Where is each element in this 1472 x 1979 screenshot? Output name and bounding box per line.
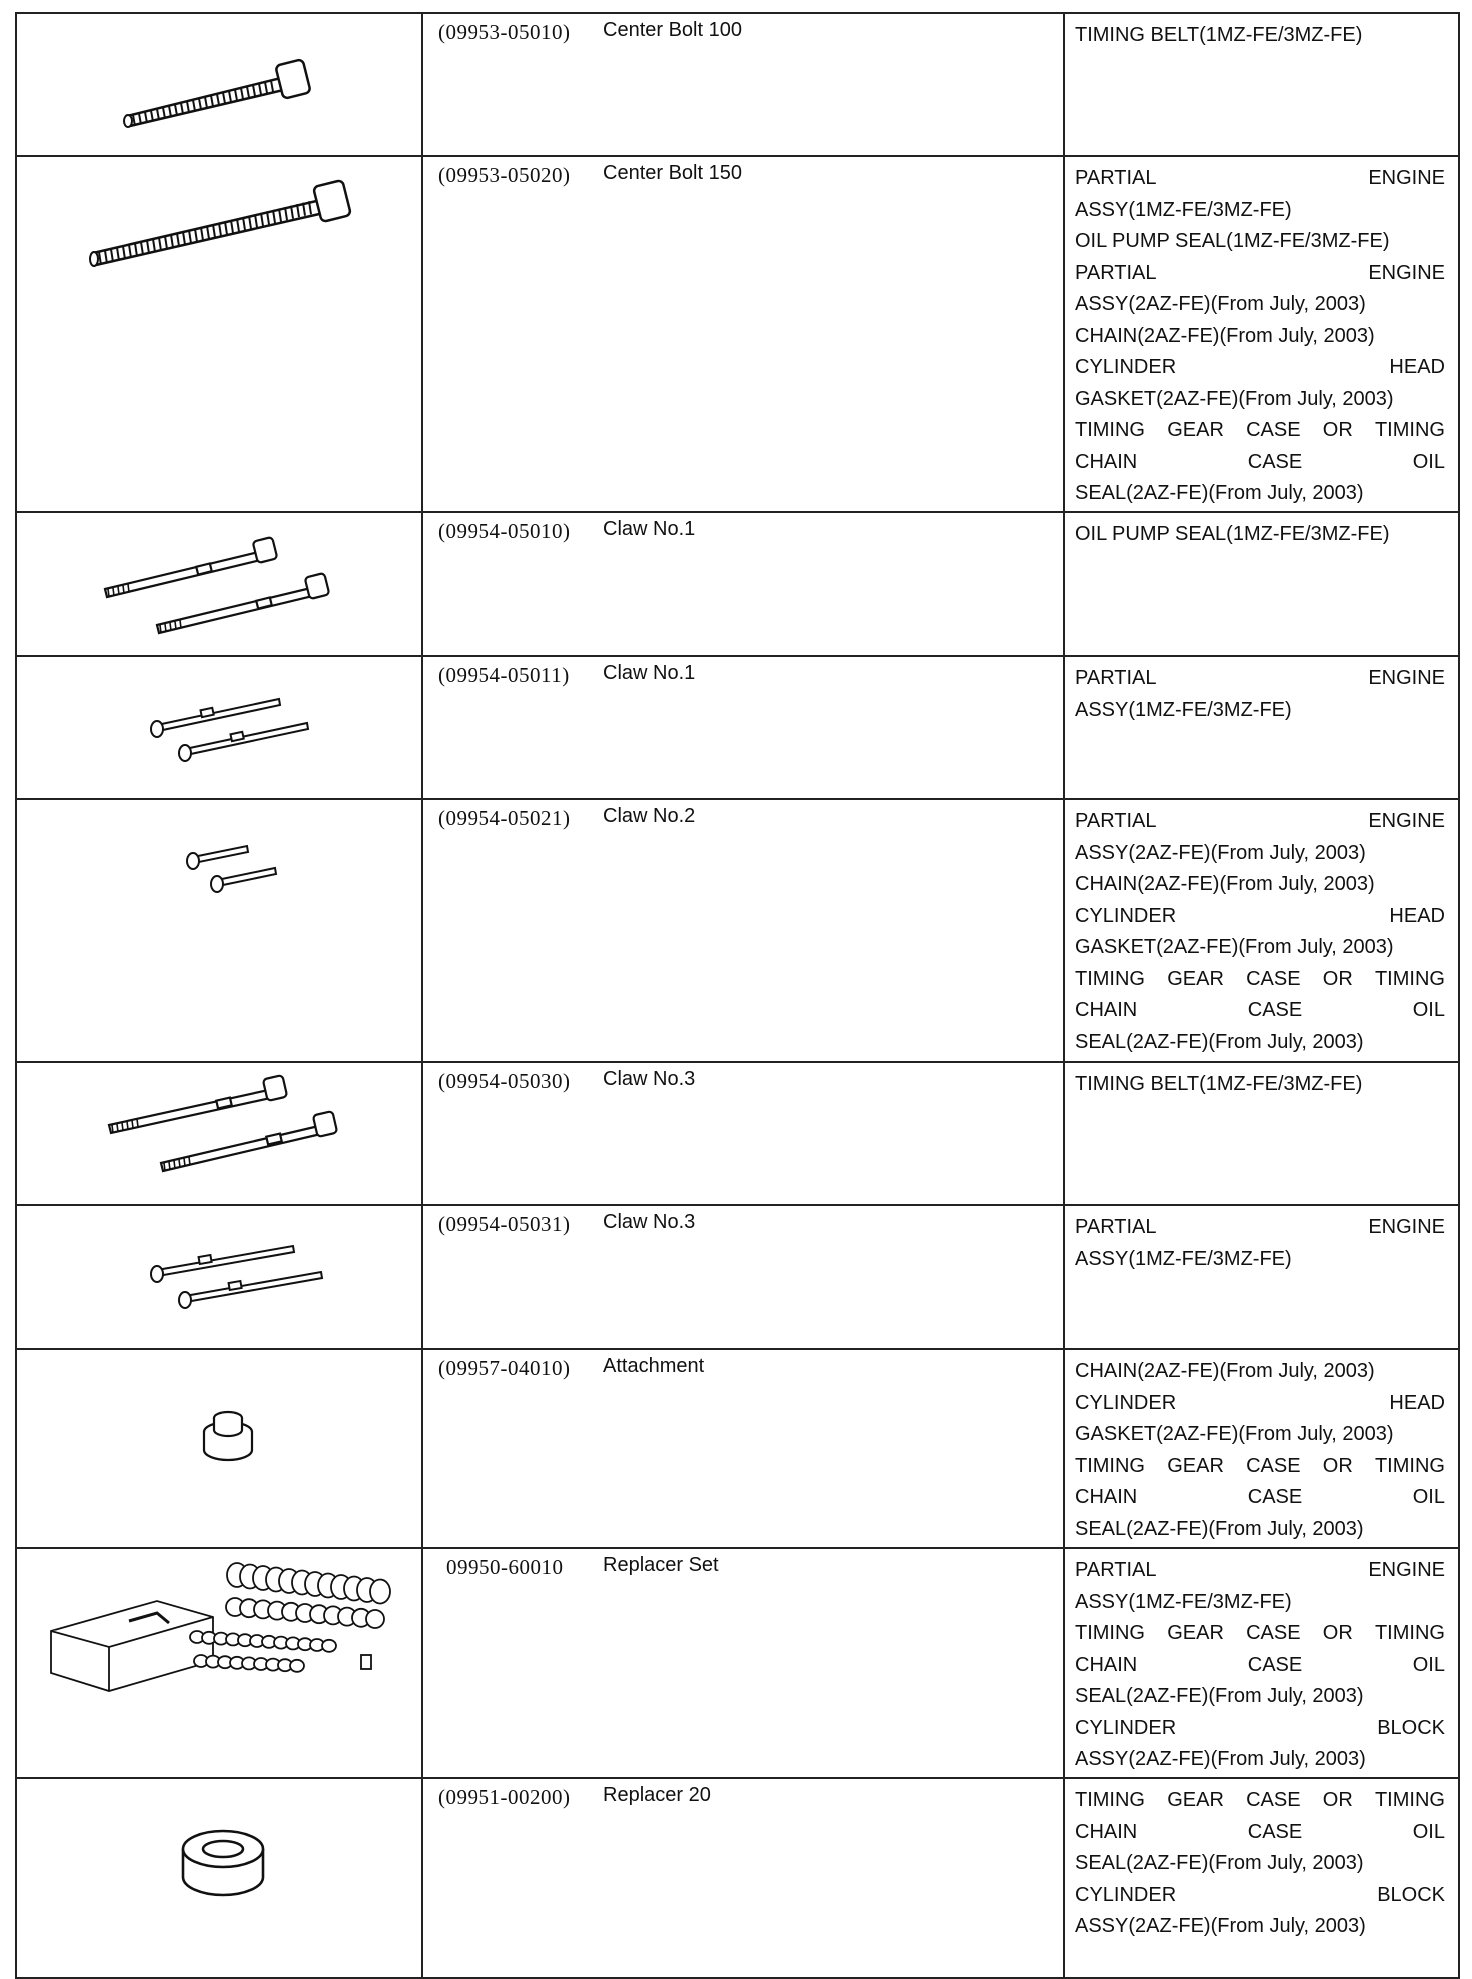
application-word: GEAR <box>1167 419 1224 441</box>
tool-description-cell <box>422 512 1064 656</box>
application-word: TIMING <box>1075 1789 1145 1811</box>
application-line <box>1075 1027 1445 1059</box>
application-word: CASE <box>1247 450 1303 473</box>
application-line <box>1075 1587 1445 1619</box>
tool-illustration-cell <box>16 1778 422 1978</box>
application-word: OR <box>1322 419 1353 441</box>
application-line <box>1075 519 1445 551</box>
application-word: SEAL(2AZ-FE)(From July, 2003) <box>1075 1517 1364 1540</box>
tool-name: Replacer Set <box>603 1554 719 1576</box>
application-cell <box>1064 1778 1459 1978</box>
application-word: CYLINDER <box>1075 1883 1177 1906</box>
application-line <box>1075 1650 1445 1682</box>
application-line <box>1075 1212 1445 1244</box>
application-word: CASE <box>1246 419 1301 441</box>
application-word: GEAR <box>1167 1454 1224 1477</box>
application-word: CYLINDER <box>1075 1716 1177 1739</box>
application-word: CASE <box>1246 967 1301 990</box>
claw-no2-illustration <box>17 800 421 1061</box>
tool-name: Claw No.3 <box>603 1211 696 1233</box>
application-word: BLOCK <box>1377 1716 1445 1739</box>
application-line <box>1075 1419 1445 1451</box>
application-word: PARTIAL <box>1075 261 1157 284</box>
application-word: CYLINDER <box>1075 1391 1177 1414</box>
application-word: OIL PUMP SEAL(1MZ-FE/3MZ-FE) <box>1075 230 1390 252</box>
tool-illustration-cell <box>16 1205 422 1349</box>
application-word: SEAL(2AZ-FE)(From July, 2003) <box>1075 1852 1364 1874</box>
part-number: (09954-05021) <box>438 806 571 830</box>
claw-no3-thin-illustration <box>17 1206 421 1348</box>
application-word: ENGINE <box>1368 1216 1445 1238</box>
replacer-set-illustration <box>17 1549 421 1777</box>
table-row <box>16 512 1459 656</box>
application-word: TIMING <box>1374 967 1445 990</box>
application-word: OIL PUMP SEAL(1MZ-FE/3MZ-FE) <box>1075 523 1390 545</box>
application-line <box>1075 1356 1445 1388</box>
application-word: ENGINE <box>1368 261 1445 284</box>
application-word: CASE <box>1247 1820 1303 1843</box>
tool-name: Claw No.1 <box>603 662 696 684</box>
table-row <box>16 13 1459 156</box>
application-line <box>1075 289 1445 321</box>
application-cell <box>1064 1205 1459 1349</box>
claw-no3-illustration <box>17 1063 421 1204</box>
application-word: CHAIN <box>1075 450 1138 473</box>
application-line <box>1075 447 1445 479</box>
tool-name: Center Bolt 100 <box>603 19 742 41</box>
tool-illustration-cell <box>16 1349 422 1548</box>
tool-name: Claw No.3 <box>603 1068 696 1090</box>
application-word: CASE <box>1246 1622 1301 1644</box>
application-word: OIL <box>1412 1486 1445 1508</box>
tool-description-cell <box>422 156 1064 512</box>
application-line <box>1075 932 1445 964</box>
application-line <box>1075 321 1445 353</box>
application-word: GASKET(2AZ-FE)(From July, 2003) <box>1075 1423 1394 1445</box>
application-line <box>1075 1618 1445 1650</box>
application-word: CASE <box>1247 999 1303 1021</box>
application-word: GASKET(2AZ-FE)(From July, 2003) <box>1075 387 1394 410</box>
application-cell <box>1064 1062 1459 1205</box>
application-word: OIL <box>1412 450 1445 473</box>
tool-description-cell <box>422 799 1064 1062</box>
application-line <box>1075 384 1445 416</box>
tool-description-cell <box>422 1205 1064 1349</box>
application-word: SEAL(2AZ-FE)(From July, 2003) <box>1075 482 1364 504</box>
application-line <box>1075 163 1445 195</box>
part-number: (09954-05030) <box>438 1069 571 1093</box>
application-word: TIMING <box>1374 419 1445 441</box>
tool-name: Claw No.2 <box>603 805 696 827</box>
application-word: OIL <box>1412 1820 1445 1843</box>
application-word: ASSY(1MZ-FE/3MZ-FE) <box>1075 698 1292 721</box>
application-word: CASE <box>1246 1789 1301 1811</box>
part-number: (09951-00200) <box>438 1785 571 1809</box>
tool-illustration-cell <box>16 156 422 512</box>
part-number: (09953-05010) <box>438 20 571 44</box>
part-number: (09957-04010) <box>438 1356 571 1380</box>
application-word: TIMING <box>1075 419 1145 441</box>
center-bolt-150-illustration <box>17 157 421 511</box>
application-line <box>1075 478 1445 510</box>
application-word: CHAIN(2AZ-FE)(From July, 2003) <box>1075 1360 1375 1382</box>
application-word: OR <box>1322 1789 1353 1811</box>
part-number: (09954-05010) <box>438 519 571 543</box>
tool-name: Center Bolt 150 <box>603 162 742 184</box>
application-word: PARTIAL <box>1075 167 1157 189</box>
application-word: ASSY(2AZ-FE)(From July, 2003) <box>1075 841 1366 864</box>
application-word: TIMING <box>1075 1622 1145 1644</box>
application-line <box>1075 1451 1445 1483</box>
claw-no1-thin-illustration <box>17 657 421 798</box>
application-word: CHAIN <box>1075 1820 1138 1843</box>
application-line <box>1075 1785 1445 1817</box>
center-bolt-100-illustration <box>17 14 421 155</box>
application-line <box>1075 995 1445 1027</box>
tool-description-cell <box>422 1349 1064 1548</box>
application-word: ASSY(1MZ-FE/3MZ-FE) <box>1075 1590 1292 1613</box>
application-word: OIL <box>1412 999 1445 1021</box>
application-word: ASSY(2AZ-FE)(From July, 2003) <box>1075 1748 1366 1770</box>
application-word: GEAR <box>1167 1789 1224 1811</box>
application-cell <box>1064 656 1459 799</box>
application-word: SEAL(2AZ-FE)(From July, 2003) <box>1075 1030 1364 1053</box>
application-word: CASE <box>1246 1454 1301 1477</box>
application-word: ASSY(1MZ-FE/3MZ-FE) <box>1075 198 1292 221</box>
application-word: OIL <box>1412 1653 1445 1676</box>
application-line <box>1075 1482 1445 1514</box>
application-word: HEAD <box>1389 904 1445 927</box>
application-word: CHAIN <box>1075 999 1138 1021</box>
tool-illustration-cell <box>16 1548 422 1778</box>
application-word: BLOCK <box>1377 1883 1445 1906</box>
application-word: ENGINE <box>1368 810 1445 832</box>
application-word: ENGINE <box>1368 667 1445 689</box>
application-cell <box>1064 512 1459 656</box>
part-number: (09953-05020) <box>438 163 571 187</box>
application-line <box>1075 352 1445 384</box>
claw-no1-illustration <box>17 513 421 655</box>
application-line <box>1075 1880 1445 1912</box>
application-word: OR <box>1322 967 1353 990</box>
application-line <box>1075 195 1445 227</box>
application-word: CYLINDER <box>1075 904 1177 927</box>
table-row <box>16 656 1459 799</box>
application-line <box>1075 901 1445 933</box>
application-line <box>1075 695 1445 727</box>
application-line <box>1075 1244 1445 1276</box>
application-word: GEAR <box>1167 1622 1224 1644</box>
application-word: TIMING <box>1075 1454 1145 1477</box>
tool-name: Claw No.1 <box>603 518 696 540</box>
tool-name: Attachment <box>603 1355 705 1377</box>
application-word: ASSY(2AZ-FE)(From July, 2003) <box>1075 1915 1366 1937</box>
table-row <box>16 799 1459 1062</box>
application-word: CHAIN(2AZ-FE)(From July, 2003) <box>1075 324 1375 347</box>
application-line <box>1075 415 1445 447</box>
replacer-20-illustration <box>17 1779 421 1977</box>
application-line <box>1075 1681 1445 1713</box>
table-row <box>16 156 1459 512</box>
tool-name: Replacer 20 <box>603 1784 711 1806</box>
application-line <box>1075 20 1445 52</box>
application-cell <box>1064 1349 1459 1548</box>
application-line <box>1075 1555 1445 1587</box>
table-row <box>16 1205 1459 1349</box>
application-word: GEAR <box>1167 967 1224 990</box>
application-line <box>1075 1069 1445 1101</box>
application-cell <box>1064 1548 1459 1778</box>
application-cell <box>1064 799 1459 1062</box>
application-word: TIMING <box>1374 1454 1445 1477</box>
application-word: OR <box>1322 1454 1353 1477</box>
application-word: CHAIN(2AZ-FE)(From July, 2003) <box>1075 873 1375 895</box>
tool-illustration-cell <box>16 13 422 156</box>
application-word: PARTIAL <box>1075 810 1157 832</box>
application-word: PARTIAL <box>1075 1559 1157 1581</box>
application-word: CYLINDER <box>1075 356 1177 378</box>
application-line <box>1075 226 1445 258</box>
application-word: ASSY(2AZ-FE)(From July, 2003) <box>1075 293 1366 315</box>
sst-table <box>15 12 1460 1979</box>
application-line <box>1075 1911 1445 1943</box>
tool-description-cell <box>422 1062 1064 1205</box>
application-line <box>1075 1713 1445 1745</box>
table-row <box>16 1349 1459 1548</box>
application-line <box>1075 258 1445 290</box>
application-line <box>1075 964 1445 996</box>
part-number: (09954-05011) <box>438 663 570 687</box>
table-row <box>16 1062 1459 1205</box>
application-word: HEAD <box>1389 1391 1445 1414</box>
application-word: ENGINE <box>1368 1559 1445 1581</box>
application-line <box>1075 806 1445 838</box>
application-line <box>1075 838 1445 870</box>
application-word: OR <box>1322 1622 1353 1644</box>
tool-description-cell <box>422 656 1064 799</box>
application-word: TIMING <box>1374 1789 1445 1811</box>
application-line <box>1075 1388 1445 1420</box>
application-line <box>1075 869 1445 901</box>
application-word: PARTIAL <box>1075 667 1157 689</box>
application-word: CASE <box>1247 1653 1303 1676</box>
application-word: PARTIAL <box>1075 1216 1157 1238</box>
part-number: (09954-05031) <box>438 1212 571 1236</box>
application-word: TIMING <box>1374 1622 1445 1644</box>
application-word: GASKET(2AZ-FE)(From July, 2003) <box>1075 936 1394 958</box>
tool-illustration-cell <box>16 512 422 656</box>
tool-description-cell <box>422 1778 1064 1978</box>
tool-description-cell <box>422 13 1064 156</box>
application-word: CHAIN <box>1075 1653 1138 1676</box>
tool-illustration-cell <box>16 799 422 1062</box>
tool-description-cell <box>422 1548 1064 1778</box>
application-cell <box>1064 156 1459 512</box>
application-line <box>1075 1514 1445 1546</box>
application-word: TIMING <box>1075 967 1145 990</box>
application-line <box>1075 663 1445 695</box>
application-word: HEAD <box>1389 356 1445 378</box>
application-cell <box>1064 13 1459 156</box>
application-word: SEAL(2AZ-FE)(From July, 2003) <box>1075 1685 1364 1707</box>
application-word: TIMING BELT(1MZ-FE/3MZ-FE) <box>1075 1073 1363 1095</box>
tool-illustration-cell <box>16 1062 422 1205</box>
tool-illustration-cell <box>16 656 422 799</box>
application-line <box>1075 1744 1445 1776</box>
application-word: CHAIN <box>1075 1486 1138 1508</box>
application-word: ASSY(1MZ-FE/3MZ-FE) <box>1075 1247 1292 1270</box>
application-line <box>1075 1848 1445 1880</box>
application-word: CASE <box>1247 1486 1303 1508</box>
application-line <box>1075 1817 1445 1849</box>
attachment-illustration <box>17 1350 421 1547</box>
part-number: 09950-60010 <box>446 1555 564 1579</box>
table-row <box>16 1778 1459 1978</box>
application-word: ENGINE <box>1368 167 1445 189</box>
application-word: TIMING BELT(1MZ-FE/3MZ-FE) <box>1075 24 1363 46</box>
table-row <box>16 1548 1459 1778</box>
